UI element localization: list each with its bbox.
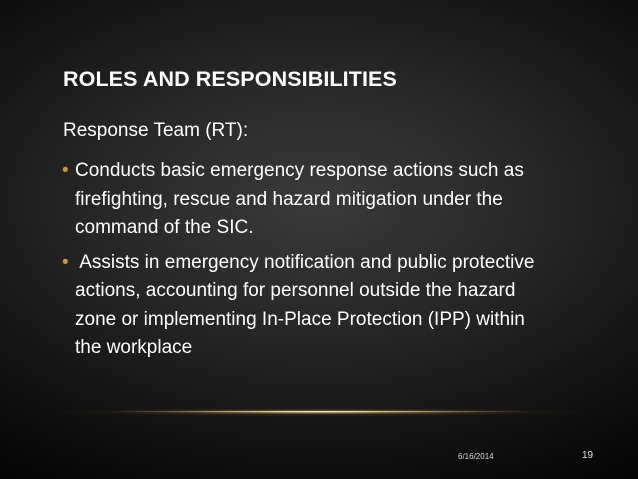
bullet-text-line: actions, accounting for personnel outside the hazard <box>75 280 516 301</box>
bullet-text-line: the workplace <box>75 337 193 358</box>
bullet-item <box>60 249 600 363</box>
bullet-text-line: zone or implementing In-Place Protection (IPP) within <box>75 308 525 330</box>
glow-divider <box>40 408 600 416</box>
bullet-item <box>60 157 600 243</box>
bullet-text-line: Assists in emergency notification and public protective <box>75 251 535 273</box>
bullet-icon: • <box>62 251 69 273</box>
footer-date: 6/16/2014 <box>458 452 494 461</box>
bullet-list <box>60 157 600 369</box>
bullet-icon: • <box>62 160 69 181</box>
bullet-text-line: firefighting, rescue and hazard mitigation under the <box>75 188 503 210</box>
slide-title: ROLES AND RESPONSIBILITIES <box>63 67 397 91</box>
bullet-text-line: command of the SIC. <box>75 217 254 238</box>
slide-subtitle: Response Team (RT): <box>63 120 249 141</box>
glow-divider-core <box>110 411 530 412</box>
bullet-text-line: Conducts basic emergency response actions such as <box>75 160 524 181</box>
page-number: 19 <box>582 450 594 461</box>
